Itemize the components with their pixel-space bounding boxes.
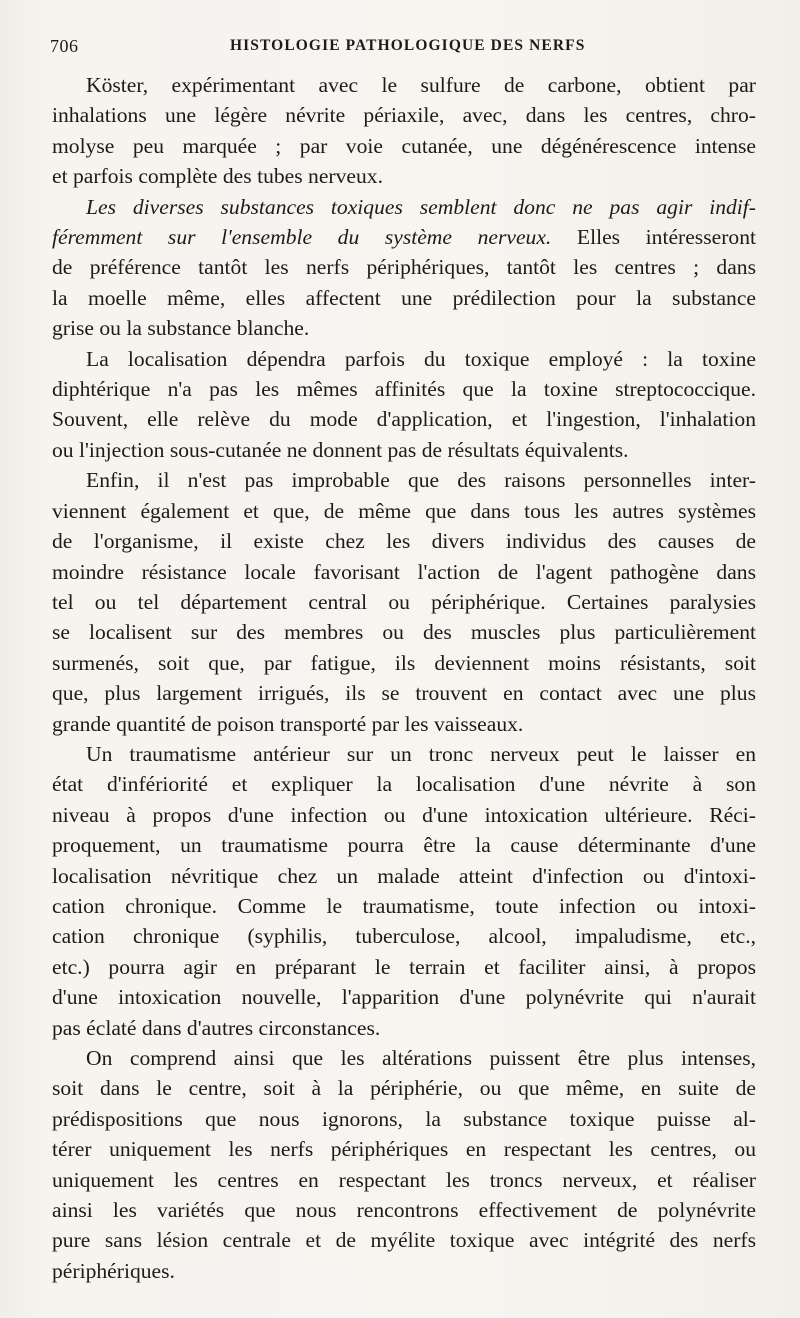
paragraph-substances bbox=[52, 192, 756, 344]
page-header bbox=[50, 36, 766, 58]
text-line: soit dans le centre, soit à la périphérie, ou que même, en suite de bbox=[52, 1076, 756, 1101]
text-line: la moelle même, elles affectent une prédilection pour la substance bbox=[52, 285, 756, 310]
text-line: proquement, un traumatisme pourra être la cause déterminante d'une bbox=[52, 833, 756, 858]
text-line: La localisation dépendra parfois du toxique employé : la toxine bbox=[86, 346, 756, 371]
paragraph-koster bbox=[52, 70, 756, 192]
text-line: niveau à propos d'une infection ou d'une intoxication ultérieure. Réci- bbox=[52, 802, 756, 827]
text-line-italic: Les diverses substances toxiques semblent donc ne pas agir indif- bbox=[86, 194, 756, 219]
text-line: ou l'injection sous-cutanée ne donnent pas de résultats équivalents. bbox=[52, 437, 629, 462]
text-line: que, plus largement irrigués, ils se trouvent en contact avec une plus bbox=[52, 681, 756, 706]
text-line: de l'organisme, il existe chez les divers individus des causes de bbox=[52, 529, 756, 554]
text-line: On comprend ainsi que les altérations puissent être plus intenses, bbox=[86, 1046, 756, 1070]
italic-phrase: féremment sur l'ensemble du système nerveux. bbox=[52, 225, 552, 250]
text-line: Köster, expérimentant avec le sulfure de carbone, obtient par bbox=[86, 73, 756, 97]
body-text bbox=[52, 70, 756, 1286]
text-line: Enfin, il n'est pas improbable que des raisons personnelles inter- bbox=[86, 468, 756, 493]
paragraph-traumatisme bbox=[52, 739, 756, 1043]
paragraph-enfin bbox=[52, 465, 756, 739]
text-line: de préférence tantôt les nerfs périphériques, tantôt les centres ; dans bbox=[52, 255, 756, 280]
text-line: uniquement les centres en respectant les troncs nerveux, et réaliser bbox=[52, 1167, 756, 1192]
text-line: térer uniquement les nerfs périphériques en respectant les centres, ou bbox=[52, 1137, 756, 1162]
text-line: pas éclaté dans d'autres circonstances. bbox=[52, 1015, 381, 1040]
paragraph-conclusion bbox=[52, 1043, 756, 1286]
text-line: d'une intoxication nouvelle, l'apparition d'une polynévrite qui n'aurait bbox=[52, 985, 756, 1010]
text-line: et parfois complète des tubes nerveux. bbox=[52, 164, 383, 189]
text-line-mixed bbox=[52, 222, 756, 252]
text-line: grande quantité de poison transporté par les vaisseaux. bbox=[52, 711, 524, 736]
text-segment: Elles intéresseront bbox=[551, 225, 756, 250]
text-line: Souvent, elle relève du mode d'application, et l'ingestion, l'inhalation bbox=[52, 407, 756, 432]
text-line: Un traumatisme antérieur sur un tronc nerveux peut le laisser en bbox=[86, 741, 756, 766]
text-line: cation chronique. Comme le traumatisme, toute infection ou intoxi- bbox=[52, 893, 756, 918]
text-line: prédispositions que nous ignorons, la substance toxique puisse al- bbox=[52, 1106, 756, 1131]
text-line: pure sans lésion centrale et de myélite toxique avec intégrité des nerfs bbox=[52, 1228, 756, 1253]
text-line: cation chronique (syphilis, tuberculose, alcool, impaludisme, etc., bbox=[52, 924, 756, 949]
text-line: molyse peu marquée ; par voie cutanée, une dégénérescence intense bbox=[52, 133, 756, 158]
text-line: moindre résistance locale favorisant l'action de l'agent pathogène dans bbox=[52, 559, 756, 584]
text-line: grise ou la substance blanche. bbox=[52, 316, 310, 341]
text-line: diphtérique n'a pas les mêmes affinités que la toxine streptococcique. bbox=[52, 377, 756, 402]
text-line: ainsi les variétés que nous rencontrons effectivement de polynévrite bbox=[52, 1198, 756, 1223]
text-line: localisation névritique chez un malade atteint d'infection ou d'intoxi- bbox=[52, 863, 756, 888]
text-line: tel ou tel département central ou périphérique. Certaines paralysies bbox=[52, 589, 756, 614]
running-title: HISTOLOGIE PATHOLOGIQUE DES NERFS bbox=[230, 37, 586, 54]
text-line: périphériques. bbox=[52, 1258, 175, 1283]
text-line: inhalations une légère névrite périaxile, avec, dans les centres, chro- bbox=[52, 103, 756, 128]
text-line: état d'infériorité et expliquer la localisation d'une névrite à son bbox=[52, 772, 756, 797]
text-line: etc.) pourra agir en préparant le terrain et faciliter ainsi, à propos bbox=[52, 954, 756, 979]
text-line: surmenés, soit que, par fatigue, ils deviennent moins résistants, soit bbox=[52, 650, 756, 675]
text-line: se localisent sur des membres ou des muscles plus particulièrement bbox=[52, 620, 756, 645]
text-line: viennent également et que, de même que dans tous les autres systèmes bbox=[52, 498, 756, 523]
page-number: 706 bbox=[50, 36, 79, 56]
paragraph-localisation bbox=[52, 344, 756, 466]
